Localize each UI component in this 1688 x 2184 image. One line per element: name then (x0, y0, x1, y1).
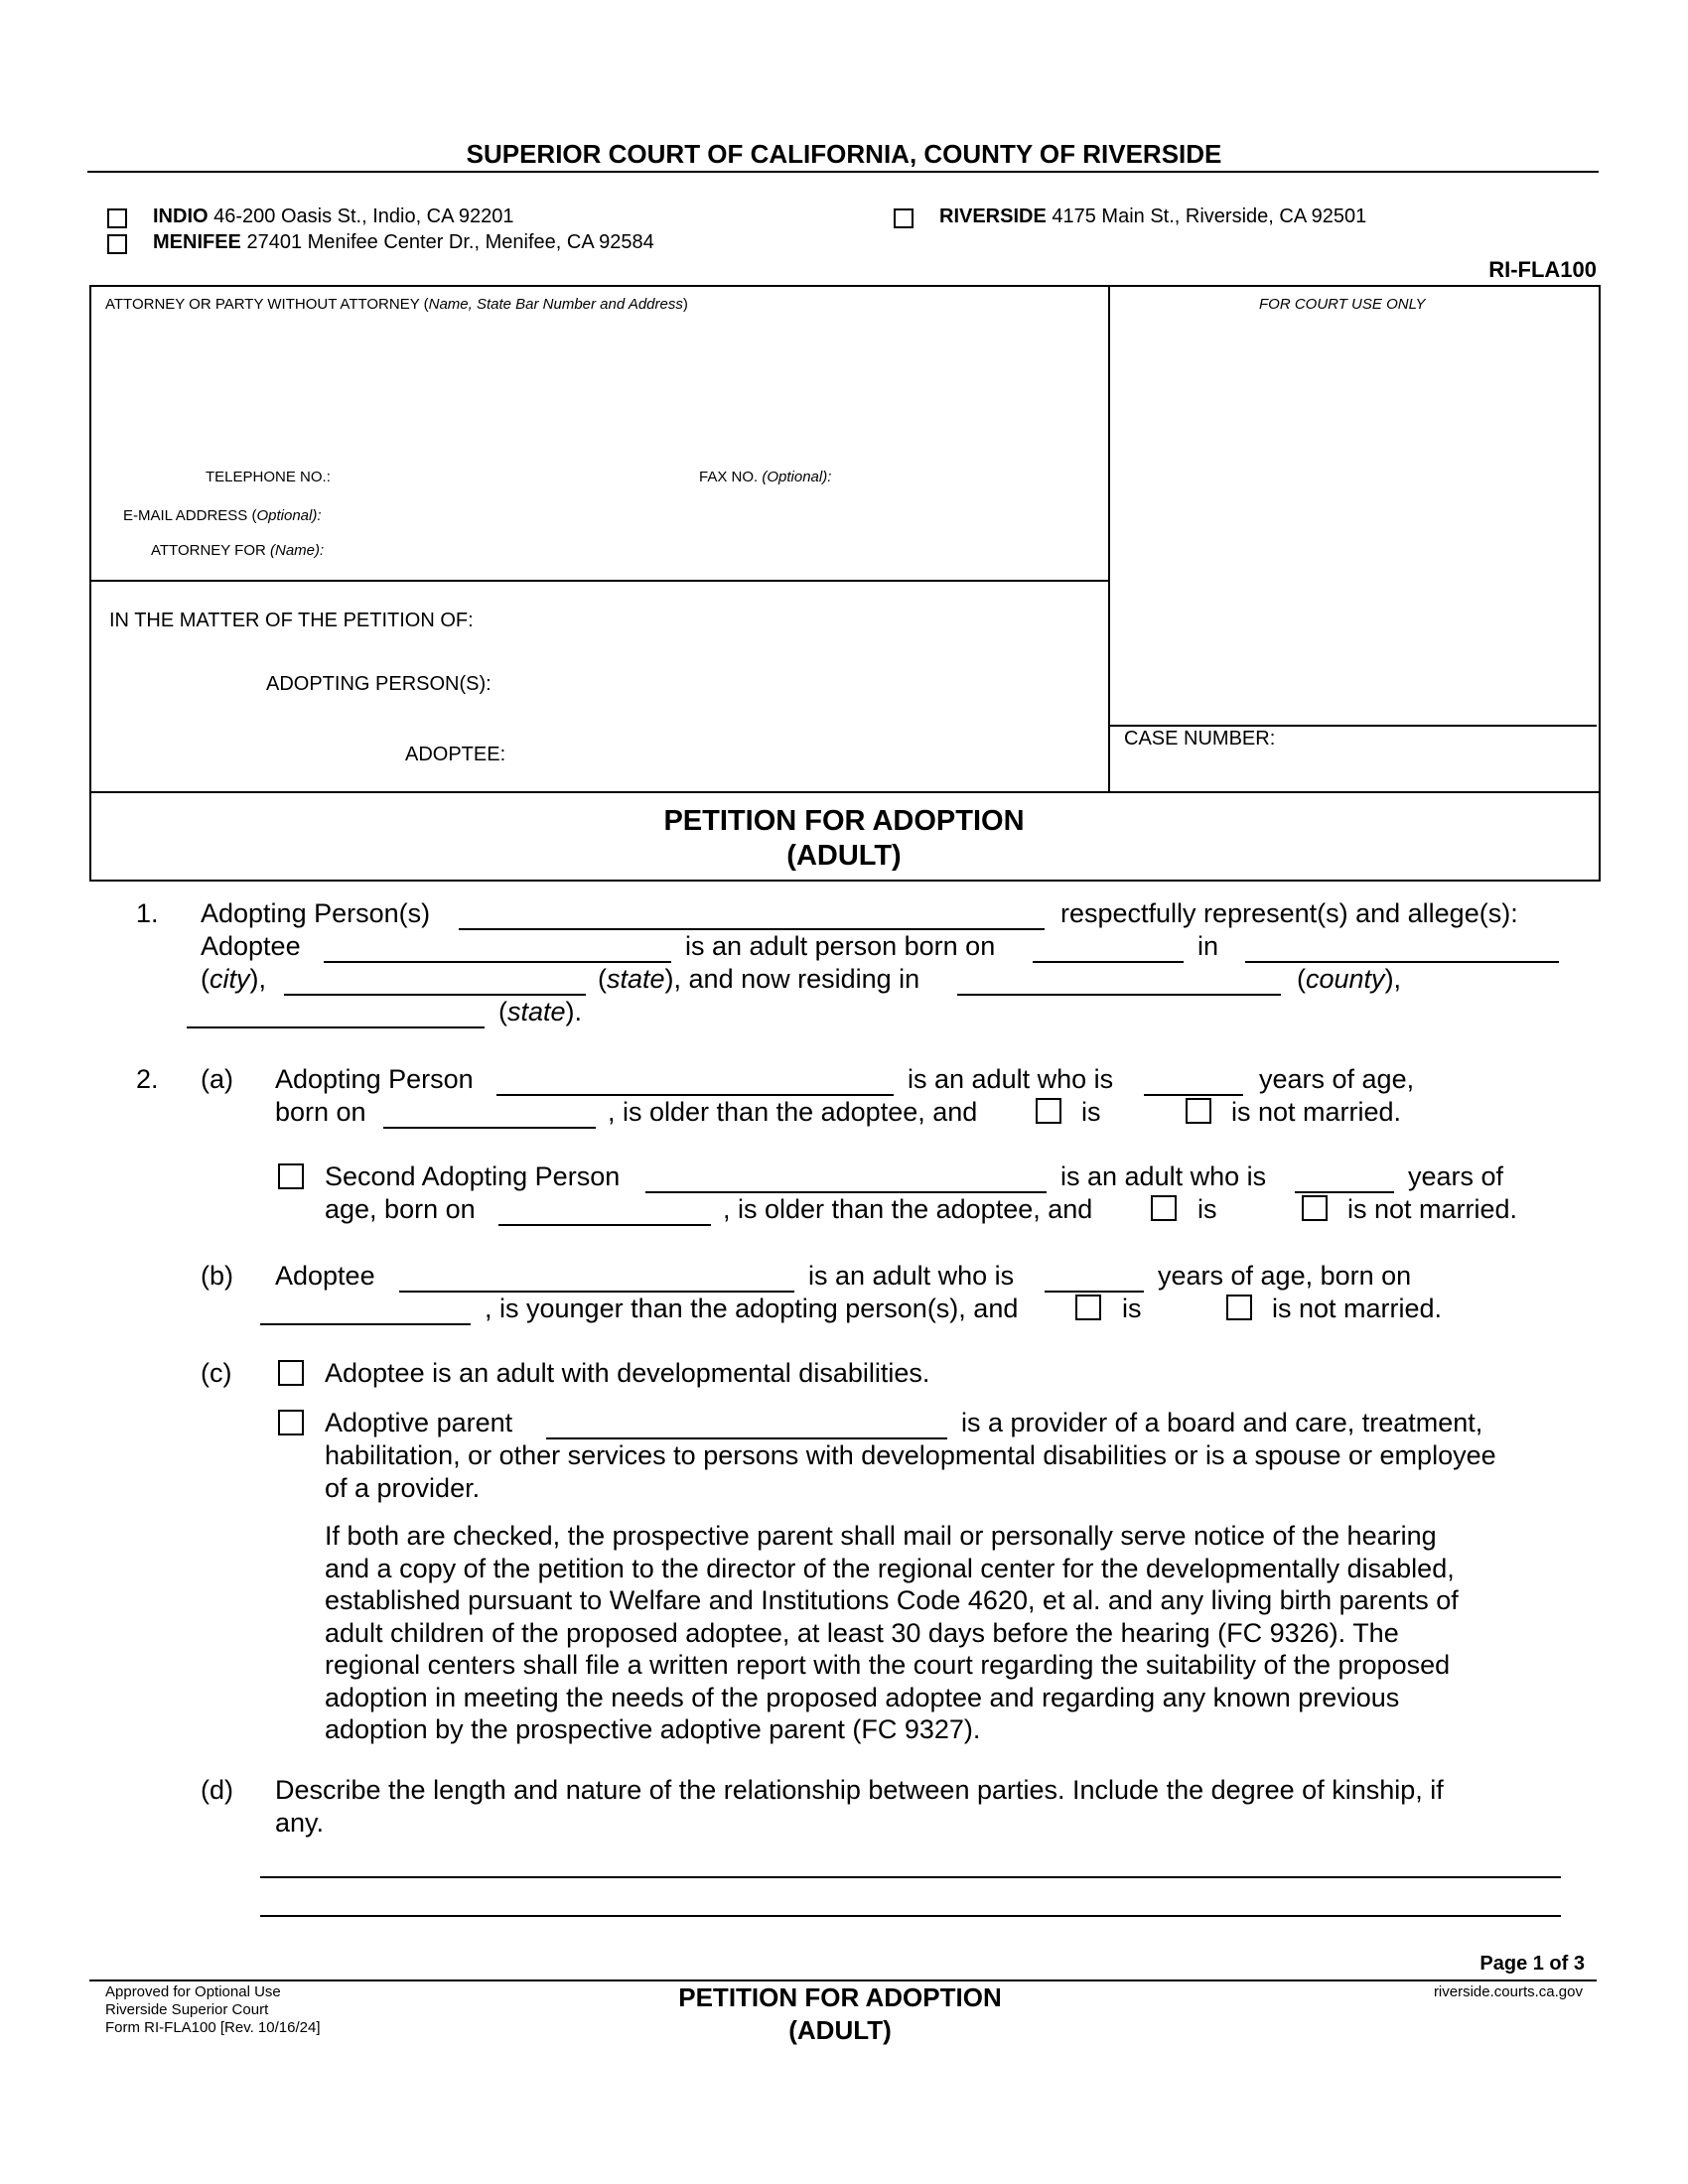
item2b-is-married-checkbox[interactable] (1075, 1295, 1101, 1320)
footer-website[interactable]: riverside.courts.ca.gov (1433, 1983, 1583, 2000)
item2b-younger-label: , is younger than the adopting person(s), and (485, 1294, 1019, 1323)
item1-county-label: (county), (1297, 964, 1402, 994)
footer-title: PETITION FOR ADOPTION (ADULT) (678, 1982, 1002, 2045)
disabilities-label: Adoptee is an adult with developmental disabilities. (325, 1358, 930, 1388)
item2d-line-1: Describe the length and nature of the relationship between parties. Include the degree of kinship, if (275, 1775, 1444, 1805)
item2d-letter: (d) (201, 1775, 233, 1805)
item1-residence-state-line[interactable] (187, 1026, 485, 1028)
item1-county-line[interactable] (957, 994, 1281, 996)
item1-residence-state-label: (state). (498, 997, 583, 1026)
petition-of-label: IN THE MATTER OF THE PETITION OF: (109, 610, 474, 631)
case-number-label: CASE NUMBER: (1124, 728, 1276, 750)
notice-line: adoption in meeting the needs of the proposed adoptee and regarding any known previous (325, 1682, 1400, 1712)
item2b-adult-who-is: is an adult who is (808, 1261, 1015, 1291)
caption-divider (1108, 285, 1110, 791)
item1-birthdate-line[interactable] (1033, 961, 1184, 963)
riverside-checkbox[interactable] (894, 208, 914, 228)
title-top-rule (89, 791, 1599, 793)
notice-line: regional centers shall file a written report with the court regarding the suitability of the proposed (325, 1650, 1451, 1680)
provider-line-3: of a provider. (325, 1473, 481, 1503)
attorney-box-bottom (89, 580, 1108, 582)
item1-city-label: (city), (201, 964, 266, 994)
second-adopting-person-label: Second Adopting Person (325, 1161, 621, 1191)
disabilities-checkbox[interactable] (278, 1360, 304, 1386)
second-adult-who-is: is an adult who is (1060, 1161, 1267, 1191)
form-id: RI-FLA100 (1488, 257, 1597, 282)
notice-line: established pursuant to Welfare and Institutions Code 4620, et al. and any living birth parents of (325, 1585, 1459, 1615)
provider-line-1: is a provider of a board and care, treatment, (961, 1408, 1483, 1437)
second-years-of: years of (1408, 1161, 1504, 1191)
second-is-married-checkbox[interactable] (1151, 1195, 1177, 1221)
indio-checkbox[interactable] (107, 208, 127, 228)
item2b-not-married-label: is not married. (1272, 1294, 1443, 1323)
second-not-married-checkbox[interactable] (1302, 1195, 1328, 1221)
petition-title: PETITION FOR ADOPTION (ADULT) (663, 805, 1025, 872)
menifee-checkbox[interactable] (107, 234, 127, 254)
item1-respectfully: respectfully represent(s) and allege(s): (1060, 898, 1518, 928)
notice-line: adult children of the proposed adoptee, at least 30 days before the hearing (FC 9326). The (325, 1617, 1399, 1648)
item2b-not-married-checkbox[interactable] (1226, 1295, 1252, 1320)
item2a-born-on-label: born on (275, 1097, 366, 1127)
item2a-older-label: , is older than the adoptee, and (608, 1097, 978, 1127)
menifee-location: MENIFEE 27401 Menifee Center Dr., Menifee, CA 92584 (153, 231, 654, 253)
second-birthdate-line[interactable] (498, 1224, 711, 1226)
item1-born-on-label: is an adult person born on (685, 931, 996, 961)
court-use-label: FOR COURT USE ONLY (1259, 296, 1426, 313)
item1-residing-label: (state), and now residing in (598, 964, 920, 994)
second-older-label: , is older than the adoptee, and (723, 1194, 1093, 1224)
relationship-answer-line-1[interactable] (260, 1876, 1561, 1878)
item2b-birthdate-line[interactable] (260, 1323, 471, 1325)
notice-line: If both are checked, the prospective parent shall mail or personally serve notice of the hearing (325, 1521, 1437, 1551)
indio-location: INDIO 46-200 Oasis St., Indio, CA 92201 (153, 205, 514, 227)
item2a-age-line[interactable] (1144, 1094, 1243, 1096)
item1-number: 1. (136, 898, 159, 928)
second-not-married-label: is not married. (1347, 1194, 1518, 1224)
item2a-adult-who-is: is an adult who is (908, 1064, 1114, 1094)
item2a-is-label: is (1081, 1097, 1101, 1127)
item1-adopting-persons-label: Adopting Person(s) (201, 898, 431, 928)
item2a-letter: (a) (201, 1064, 233, 1094)
item2a-is-married-checkbox[interactable] (1036, 1098, 1061, 1124)
email-label: E-MAIL ADDRESS (Optional): (123, 507, 322, 524)
item2a-not-married-checkbox[interactable] (1186, 1098, 1211, 1124)
attorney-label: ATTORNEY OR PARTY WITHOUT ATTORNEY (Name, State Bar Number and Address) (105, 296, 688, 313)
item2b-is-label: is (1122, 1294, 1142, 1323)
relationship-answer-line-2[interactable] (260, 1915, 1561, 1917)
item2b-adoptee-label: Adoptee (275, 1261, 375, 1291)
item2a-birthdate-line[interactable] (383, 1127, 596, 1129)
item2c-letter: (c) (201, 1358, 232, 1388)
adoptee-label: ADOPTEE: (405, 744, 506, 765)
fax-label: FAX NO. (Optional): (699, 469, 832, 485)
court-title: SUPERIOR COURT OF CALIFORNIA, COUNTY OF RIVERSIDE (466, 139, 1222, 169)
item1-city-line[interactable] (1245, 961, 1559, 963)
provider-line-2: habilitation, or other services to persons with developmental disabilities or is a spouse or employee (325, 1440, 1496, 1470)
item2-number: 2. (136, 1064, 159, 1094)
item2a-adopting-person-label: Adopting Person (275, 1064, 474, 1094)
adoptive-parent-checkbox[interactable] (278, 1410, 304, 1435)
notice-paragraph (325, 1520, 1459, 1746)
adopting-persons-label: ADOPTING PERSON(S): (266, 673, 492, 695)
riverside-location: RIVERSIDE 4175 Main St., Riverside, CA 92501 (939, 205, 1367, 227)
item2a-years-of-age: years of age, (1259, 1064, 1415, 1094)
header-rule (87, 171, 1599, 173)
second-adopting-person-checkbox[interactable] (278, 1163, 304, 1189)
item2a-not-married-label: is not married. (1231, 1097, 1402, 1127)
page-number: Page 1 of 3 (1479, 1953, 1585, 1975)
second-is-label: is (1197, 1194, 1217, 1224)
notice-line: and a copy of the petition to the director of the regional center for the developmentally disabled, (325, 1553, 1455, 1583)
item2b-years-born-on: years of age, born on (1158, 1261, 1412, 1291)
item2b-letter: (b) (201, 1261, 233, 1291)
adoptive-parent-label: Adoptive parent (325, 1408, 513, 1437)
item1-in-label: in (1197, 931, 1219, 961)
item2d-line-2: any. (275, 1808, 325, 1838)
footer-left: Approved for Optional Use Riverside Superior Court Form RI-FLA100 [Rev. 10/16/24] (105, 1983, 321, 2036)
item1-adoptee-label: Adoptee (201, 931, 301, 961)
attorney-for-label: ATTORNEY FOR (Name): (151, 542, 325, 559)
second-age-born-on: age, born on (325, 1194, 476, 1224)
notice-line: adoption by the prospective adoptive parent (FC 9327). (325, 1714, 981, 1744)
telephone-label: TELEPHONE NO.: (206, 469, 331, 485)
